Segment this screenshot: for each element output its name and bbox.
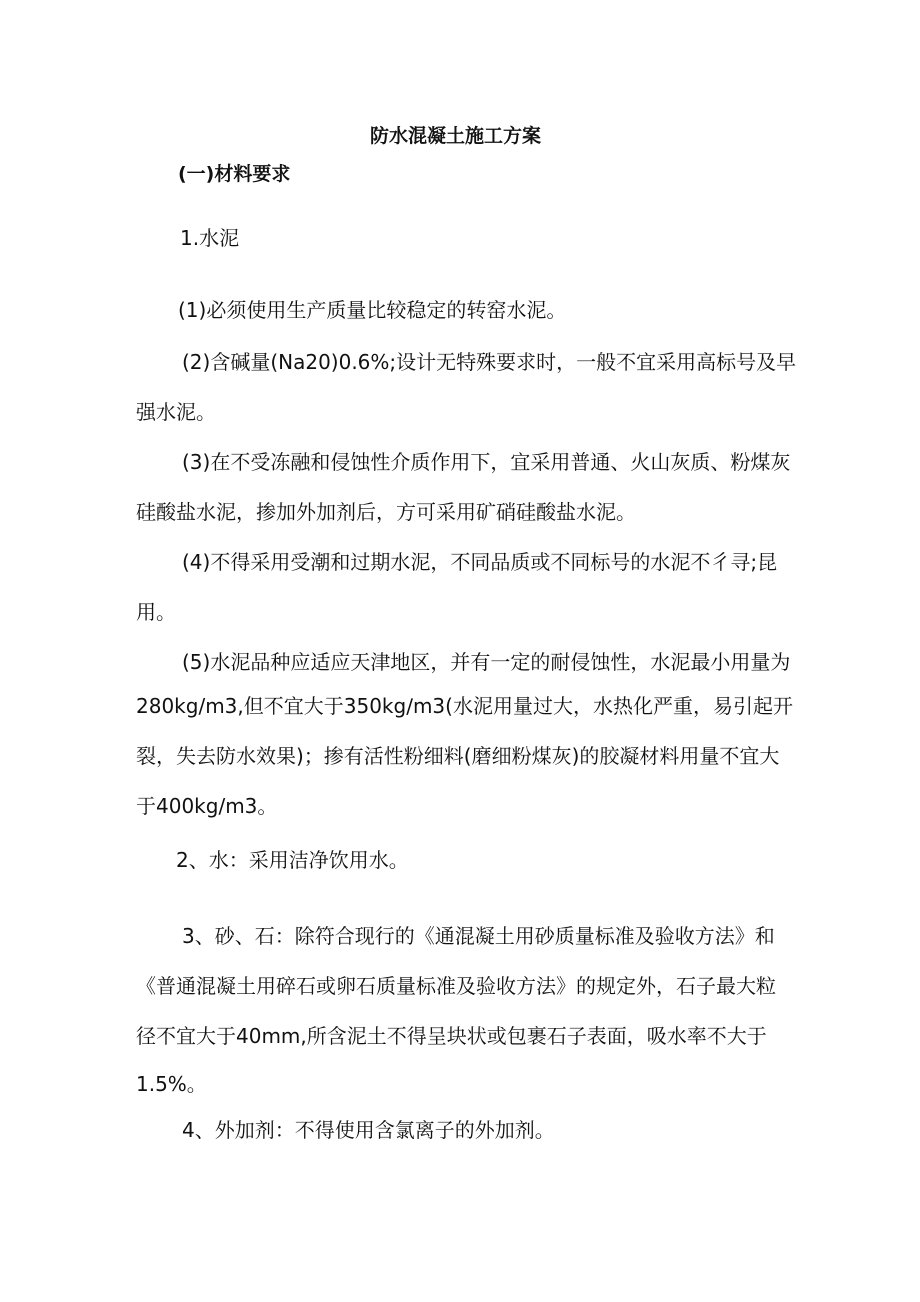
- paragraph-line: 《普通混凝土用碎石或卵石质量标准及验收方法》的规定外，石子最大粒: [136, 974, 776, 998]
- paragraph-line: (4)不得采用受潮和过期水泥，不同品质或不同标号的水泥不彳寻;昆: [182, 550, 778, 574]
- paragraph-line: (3)在不受冻融和侵蚀性介质作用下，宜采用普通、火山灰质、粉煤灰: [182, 450, 791, 474]
- paragraph-line: 于400kg/m3。: [136, 794, 278, 818]
- subsection-heading: 1.水泥: [180, 226, 240, 250]
- paragraph-line: (1)必须使用生产质量比较稳定的转窑水泥。: [178, 298, 567, 322]
- paragraph-line: 3、砂、石：除符合现行的《通混凝土用砂质量标准及验收方法》和: [182, 924, 775, 948]
- paragraph-line: 裂，失去防水效果)；掺有活性粉细料(磨细粉煤灰)的胶凝材料用量不宜大: [136, 744, 780, 768]
- paragraph-line: (2)含碱量(Na20)0.6%;设计无特殊要求时，一般不宜采用高标号及早: [182, 350, 797, 374]
- paragraph-line: 硅酸盐水泥，掺加外加剂后，方可采用矿硝硅酸盐水泥。: [136, 500, 636, 524]
- paragraph-line: 1.5%。: [136, 1072, 207, 1096]
- section-heading: (一)材料要求: [178, 163, 291, 185]
- paragraph-line: 280kg/m3,但不宜大于350kg∕m3(水泥用量过大，水热化严重，易引起开: [136, 694, 793, 718]
- paragraph-line: 2、水：采用洁净饮用水。: [176, 848, 409, 872]
- paragraph-line: 强水泥。: [136, 400, 216, 424]
- paragraph-line: 用。: [136, 600, 176, 624]
- document-title: 防水混凝土施工方案: [370, 125, 542, 147]
- paragraph-line: (5)水泥品种应适应天津地区，并有一定的耐侵蚀性，水泥最小用量为: [182, 650, 791, 674]
- paragraph-line: 径不宜大于40mm,所含泥土不得呈块状或包裹石子表面，吸水率不大于: [136, 1024, 767, 1048]
- paragraph-line: 4、外加剂：不得使用含氯离子的外加剂。: [182, 1118, 555, 1142]
